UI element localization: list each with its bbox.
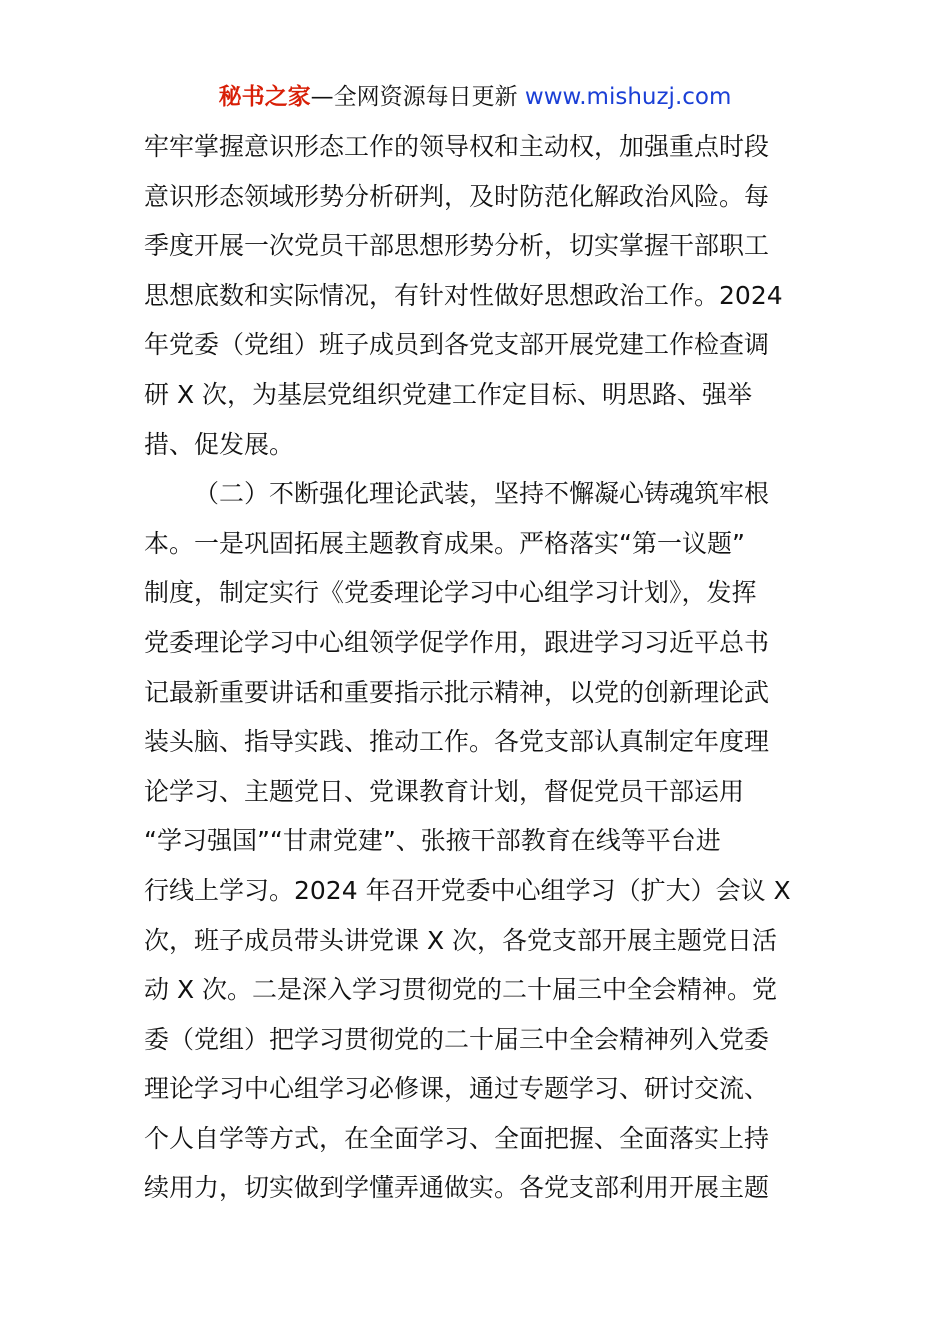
body-line: 个人自学等方式，在全面学习、全面把握、全面落实上持 bbox=[144, 1123, 770, 1153]
watermark-header bbox=[0, 80, 950, 114]
body-line: 论学习、主题党日、党课教育计划，督促党员干部运用 bbox=[144, 776, 745, 806]
site-url[interactable]: www.mishuzj.com bbox=[524, 84, 732, 110]
brand-name: 秘书之家 bbox=[218, 84, 311, 110]
body-line: 装头脑、指导实践、推动工作。各党支部认真制定年度理 bbox=[144, 727, 770, 757]
body-line: 研 X 次，为基层党组织党建工作定目标、明思路、强举 bbox=[144, 379, 753, 409]
body-line: 次，班子成员带头讲党课 X 次，各党支部开展主题党日活 bbox=[144, 925, 778, 955]
body-line: 记最新重要讲话和重要指示批示精神，以党的创新理论武 bbox=[144, 677, 770, 707]
body-line: 思想底数和实际情况，有针对性做好思想政治工作。2024 bbox=[144, 280, 783, 310]
body-line: 党委理论学习中心组领学促学作用，跟进学习习近平总书 bbox=[144, 627, 770, 657]
body-line: 年党委（党组）班子成员到各党支部开展党建工作检查调 bbox=[144, 330, 770, 360]
body-line: 行线上学习。2024 年召开党委中心组学习（扩大）会议 X bbox=[144, 875, 791, 905]
body-line: 措、促发展。 bbox=[144, 429, 295, 459]
document-body bbox=[144, 122, 808, 1213]
body-line: 意识形态领域形势分析研判，及时防范化解政治风险。每 bbox=[144, 181, 770, 211]
body-line: 理论学习中心组学习必修课，通过专题学习、研讨交流、 bbox=[144, 1074, 770, 1104]
body-line: 续用力，切实做到学懂弄通做实。各党支部利用开展主题 bbox=[144, 1173, 770, 1203]
body-line: 季度开展一次党员干部思想形势分析，切实掌握干部职工 bbox=[144, 231, 770, 261]
body-line: 动 X 次。二是深入学习贯彻党的二十届三中全会精神。党 bbox=[144, 975, 778, 1005]
body-line: 委（党组）把学习贯彻党的二十届三中全会精神列入党委 bbox=[144, 1024, 770, 1054]
section-heading-line: （二）不断强化理论武装，坚持不懈凝心铸魂筑牢根 bbox=[194, 479, 770, 509]
body-line: 制度，制定实行《党委理论学习中心组学习计划》，发挥 bbox=[144, 578, 757, 608]
body-line: “学习强国”“甘肃党建”、张掖干部教育在线等平台进 bbox=[144, 826, 721, 856]
body-line: 牢牢掌握意识形态工作的领导权和主动权，加强重点时段 bbox=[144, 132, 770, 161]
body-line: 本。一是巩固拓展主题教育成果。严格落实“第一议题” bbox=[144, 528, 745, 558]
header-tagline: —全网资源每日更新 bbox=[310, 84, 525, 110]
